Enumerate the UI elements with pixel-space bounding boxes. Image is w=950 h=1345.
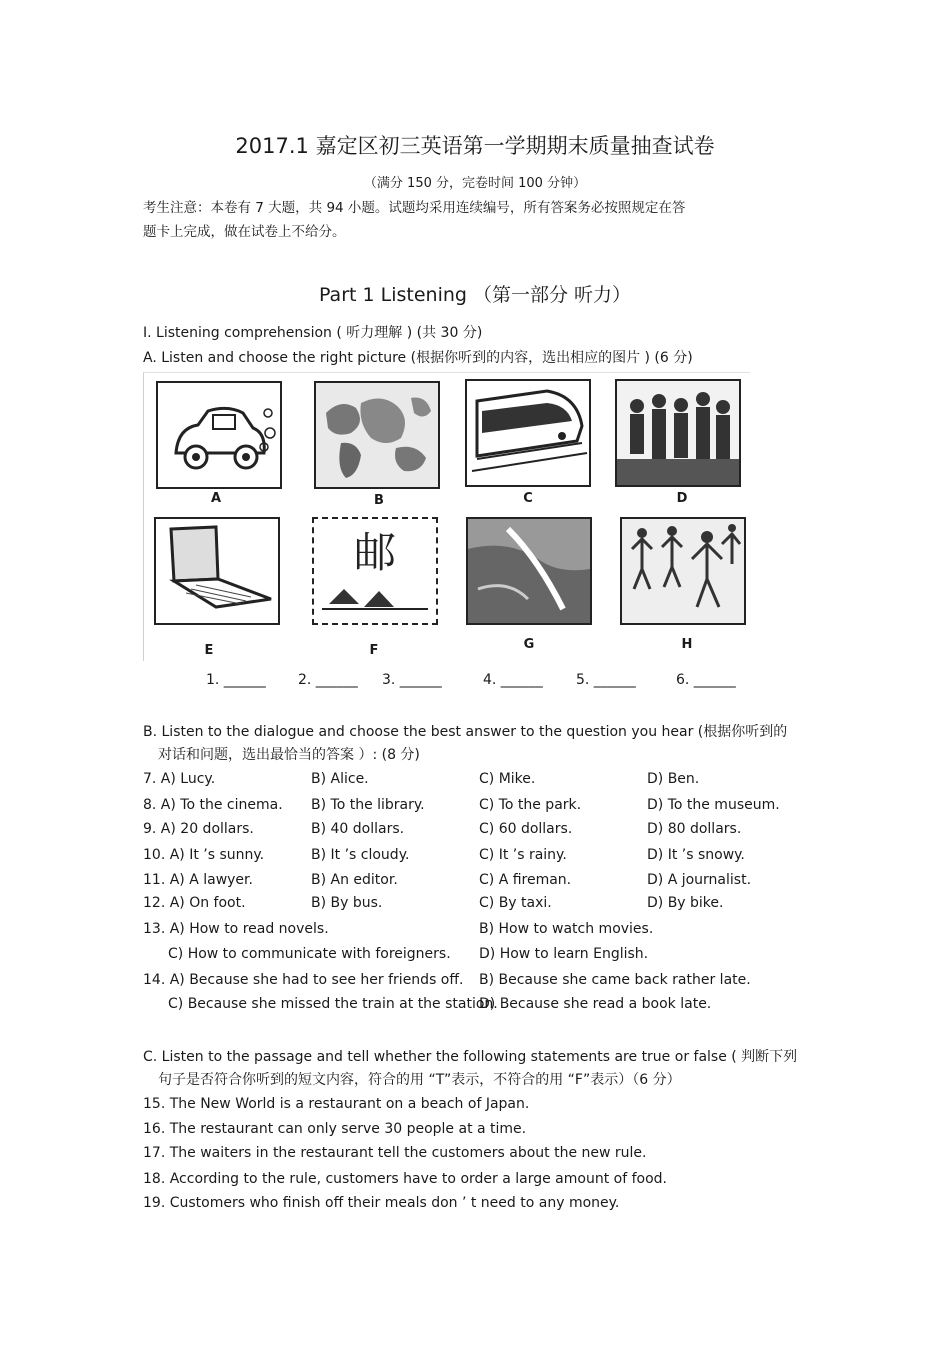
statement-16: 16. The restaurant can only serve 30 people at a time.: [143, 1121, 527, 1137]
question-8: [143, 797, 823, 819]
train-icon: [467, 381, 589, 485]
picture-grid: [143, 372, 750, 661]
blank-5[interactable]: 5. ______: [576, 672, 636, 688]
question-13-row-2: [143, 946, 823, 968]
notice-line-1: 考生注意：本卷有 7 大题，共 94 小题。试题均采用连续编号，所有答案务必按照规定在答: [143, 200, 686, 216]
option-a[interactable]: 12. A) On foot.: [143, 895, 246, 911]
option-d[interactable]: D) To the museum.: [647, 797, 780, 813]
option-d[interactable]: D) 80 dollars.: [647, 821, 742, 837]
option-c[interactable]: C) A fireman.: [479, 872, 572, 888]
question-10: [143, 847, 823, 869]
statement-17: 17. The waiters in the restaurant tell the customers about the new rule.: [143, 1145, 647, 1161]
answer-blanks: [143, 672, 843, 694]
section-C-heading-2: 句子是否符合你听到的短文内容，符合的用 “T”表示，不符合的用 “F”表示）（6 分）: [158, 1072, 681, 1088]
section-A-heading: A. Listen and choose the right picture (根据你听到的内容，选出相应的图片 ) (6 分): [143, 350, 693, 366]
question-14-row-2: [143, 996, 823, 1018]
option-b[interactable]: B) It ’s cloudy.: [311, 847, 410, 863]
section-I-heading: I. Listening comprehension ( 听力理解 ) (共 30 分): [143, 325, 483, 341]
option-c[interactable]: C) Because she missed the train at the station.: [168, 996, 498, 1012]
section-B-heading-1: B. Listen to the dialogue and choose the best answer to the question you hear (根据你听到的: [143, 724, 788, 740]
option-b[interactable]: B) An editor.: [311, 872, 398, 888]
map-icon: [316, 383, 438, 487]
question-13-row-1: [143, 921, 823, 943]
blank-4[interactable]: 4. ______: [483, 672, 543, 688]
option-a[interactable]: 14. A) Because she had to see her friends off.: [143, 972, 464, 988]
option-d[interactable]: D) It ’s snowy.: [647, 847, 745, 863]
option-a[interactable]: 8. A) To the cinema.: [143, 797, 283, 813]
exercise-icon: [622, 519, 744, 623]
picture-f: [312, 517, 438, 625]
statement-15: 15. The New World is a restaurant on a beach of Japan.: [143, 1096, 530, 1112]
section-C-heading-1: C. Listen to the passage and tell whether the following statements are true or false ( 判断下列: [143, 1049, 798, 1065]
question-11: [143, 872, 823, 894]
statement-19: 19. Customers who finish off their meals don ’ t need to any money.: [143, 1195, 620, 1211]
blank-2[interactable]: 2. ______: [298, 672, 358, 688]
stamp-character: 邮: [353, 528, 397, 577]
notice-line-2: 题卡上完成，做在试卷上不给分。: [143, 224, 346, 240]
blank-1[interactable]: 1. ______: [206, 672, 266, 688]
option-d[interactable]: D) By bike.: [647, 895, 724, 911]
picture-b-label: B: [374, 493, 384, 508]
option-c[interactable]: C) It ’s rainy.: [479, 847, 567, 863]
option-a[interactable]: 7. A) Lucy.: [143, 771, 216, 787]
picture-d-label: D: [676, 491, 688, 506]
option-d[interactable]: D) Ben.: [647, 771, 700, 787]
picture-c: [465, 379, 591, 487]
picture-e: [154, 517, 280, 625]
question-12: [143, 895, 823, 917]
option-c[interactable]: C) 60 dollars.: [479, 821, 573, 837]
option-c[interactable]: C) Mike.: [479, 771, 536, 787]
option-b[interactable]: B) How to watch movies.: [479, 921, 654, 937]
option-c[interactable]: C) By taxi.: [479, 895, 552, 911]
car-icon: [158, 383, 280, 487]
statement-18: 18. According to the rule, customers have to order a large amount of food.: [143, 1171, 667, 1187]
option-a[interactable]: 13. A) How to read novels.: [143, 921, 329, 937]
section-B-heading-2: 对话和问题，选出最恰当的答案 ）: (8 分): [158, 747, 420, 763]
option-d[interactable]: D) A journalist.: [647, 872, 752, 888]
option-a[interactable]: 11. A) A lawyer.: [143, 872, 253, 888]
option-a[interactable]: 9. A) 20 dollars.: [143, 821, 254, 837]
laptop-icon: [156, 519, 278, 623]
picture-h-label: H: [681, 637, 693, 652]
picture-c-label: C: [523, 491, 533, 506]
option-b[interactable]: B) Alice.: [311, 771, 369, 787]
landscape-icon: [468, 519, 590, 623]
option-c[interactable]: C) To the park.: [479, 797, 582, 813]
blank-6[interactable]: 6. ______: [676, 672, 736, 688]
option-b[interactable]: B) To the library.: [311, 797, 425, 813]
picture-a: [156, 381, 282, 489]
picture-h: [620, 517, 746, 625]
picture-b: [314, 381, 440, 489]
part1-heading: Part 1 Listening （第一部分 听力）: [318, 284, 632, 306]
blank-3[interactable]: 3. ______: [382, 672, 442, 688]
picture-a-label: A: [210, 491, 222, 506]
picture-d: [615, 379, 741, 487]
exam-subtitle: （满分 150 分，完卷时间 100 分钟）: [363, 176, 587, 191]
option-c[interactable]: C) How to communicate with foreigners.: [168, 946, 451, 962]
question-14-row-1: [143, 972, 823, 994]
question-7: [143, 771, 823, 793]
question-9: [143, 821, 823, 843]
picture-e-label: E: [204, 643, 214, 658]
picture-f-label: F: [369, 643, 379, 658]
option-b[interactable]: B) Because she came back rather late.: [479, 972, 751, 988]
option-d[interactable]: D) How to learn English.: [479, 946, 649, 962]
option-a[interactable]: 10. A) It ’s sunny.: [143, 847, 265, 863]
exam-title: 2017.1 嘉定区初三英语第一学期期末质量抽查试卷: [235, 134, 715, 158]
crowd-icon: [617, 381, 739, 485]
option-d[interactable]: D) Because she read a book late.: [479, 996, 712, 1012]
picture-g-label: G: [523, 637, 535, 652]
option-b[interactable]: B) 40 dollars.: [311, 821, 405, 837]
option-b[interactable]: B) By bus.: [311, 895, 383, 911]
stamp-icon: [314, 519, 436, 623]
picture-g: [466, 517, 592, 625]
